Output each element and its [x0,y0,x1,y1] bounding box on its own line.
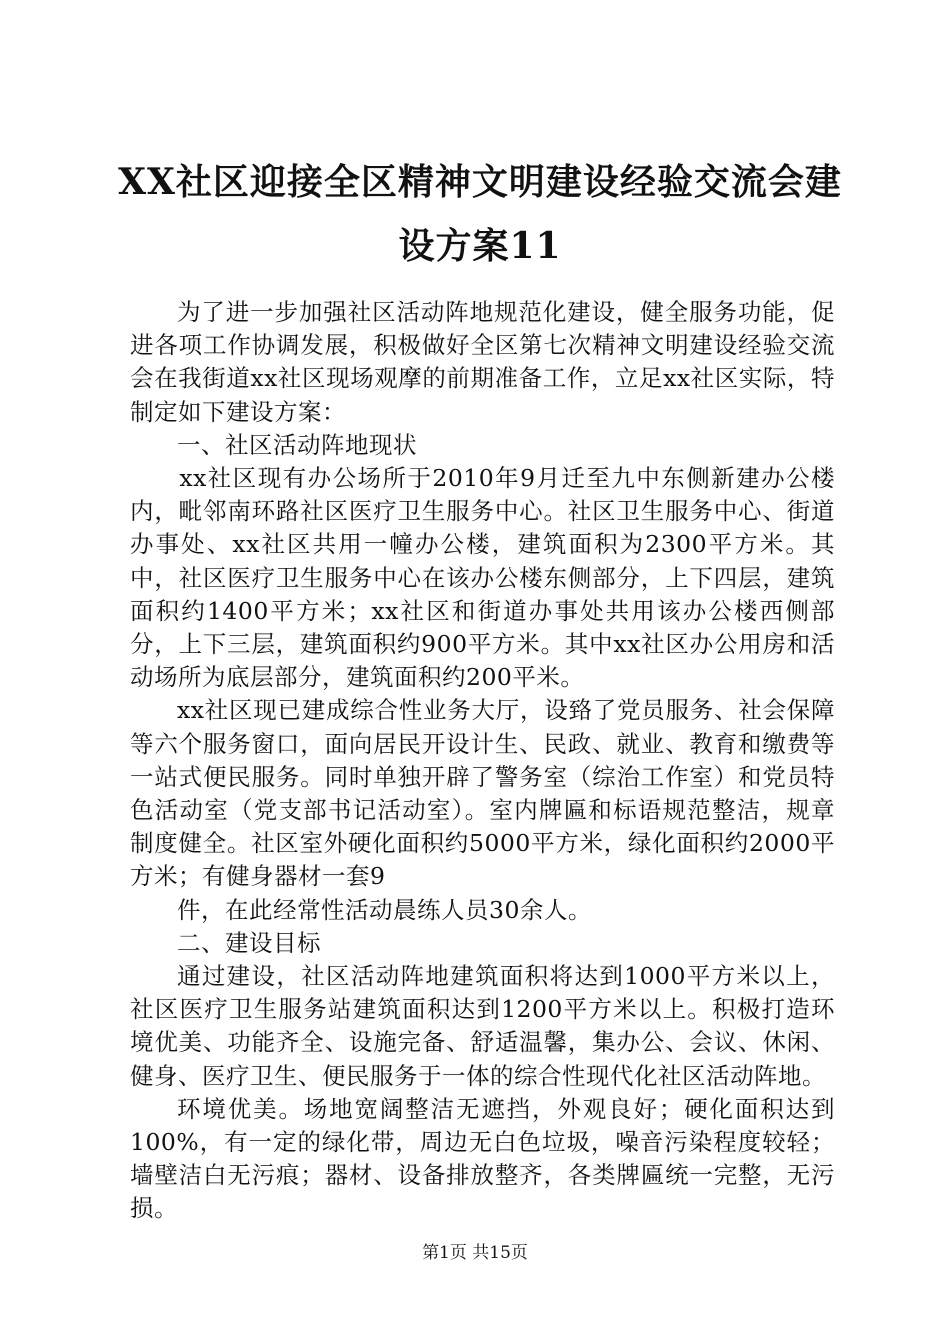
section-heading-status: 一、社区活动阵地现状 [177,430,417,459]
section-heading-goals: 二、建设目标 [177,928,321,957]
paragraph-status-2: xx社区现已建成综合性业务大厅，设臵了党员服务、社会保障等六个服务窗口，面向居民开设计生、民政、就业、教育和缴费等一站式便民服务。同时单独开辟了警务室（综治工作室）和党员特色活动室（党支部书记活动室）。室内牌匾和标语规范整洁，规章制度健全。社区室外硬化面积约5000平方米，绿化面积约2000平方米；有健身器材一套9 [130,696,835,891]
paragraph-goals-1: 通过建设，社区活动阵地建筑面积将达到1000平方米以上，社区医疗卫生服务站建筑面积达到1200平方米以上。积极打造环境优美、功能齐全、设施完备、舒适温馨，集办公、会议、休闲、健身、医疗卫生、便民服务于一体的综合性现代化社区活动阵地。 [130,962,835,1090]
paragraph-goals-2: 环境优美。场地宽阔整洁无遮挡，外观良好；硬化面积达到100%，有一定的绿化带，周边无白色垃圾，噪音污染程度较轻；墙壁洁白无污痕；器材、设备排放整齐，各类牌匾统一完整，无污损。 [130,1094,835,1223]
paragraph-intro: 为了进一步加强社区活动阵地规范化建设，健全服务功能，促进各项工作协调发展，积极做好全区第七次精神文明建设经验交流会在我街道xx社区现场观摩的前期准备工作，立足xx社区实际，特制定如下建设方案： [130,298,835,426]
page-footer: 第1页 共15页 [422,1243,528,1263]
document-title-line-2: 设方案11 [398,225,562,267]
paragraph-status-3: 件，在此经常性活动晨练人员30余人。 [177,895,592,924]
document-title-line-1: XX社区迎接全区精神文明建设经验交流会建 [118,161,842,203]
document-body [130,296,835,1226]
paragraph-status-1: xx社区现有办公场所于2010年9月迁至九中东侧新建办公楼内，毗邻南环路社区医疗卫生服务中心。社区卫生服务中心、街道办事处、xx社区共用一幢办公楼，建筑面积为2300平方米。其中，社区医疗卫生服务中心在该办公楼东侧部分，上下四层，建筑面积约1400平方米；xx社区和街道办事处共用该办公楼西侧部分，上下三层，建筑面积约900平方米。其中xx社区办公用房和活动场所为底层部分，建筑面积约200平米。 [130,464,835,692]
